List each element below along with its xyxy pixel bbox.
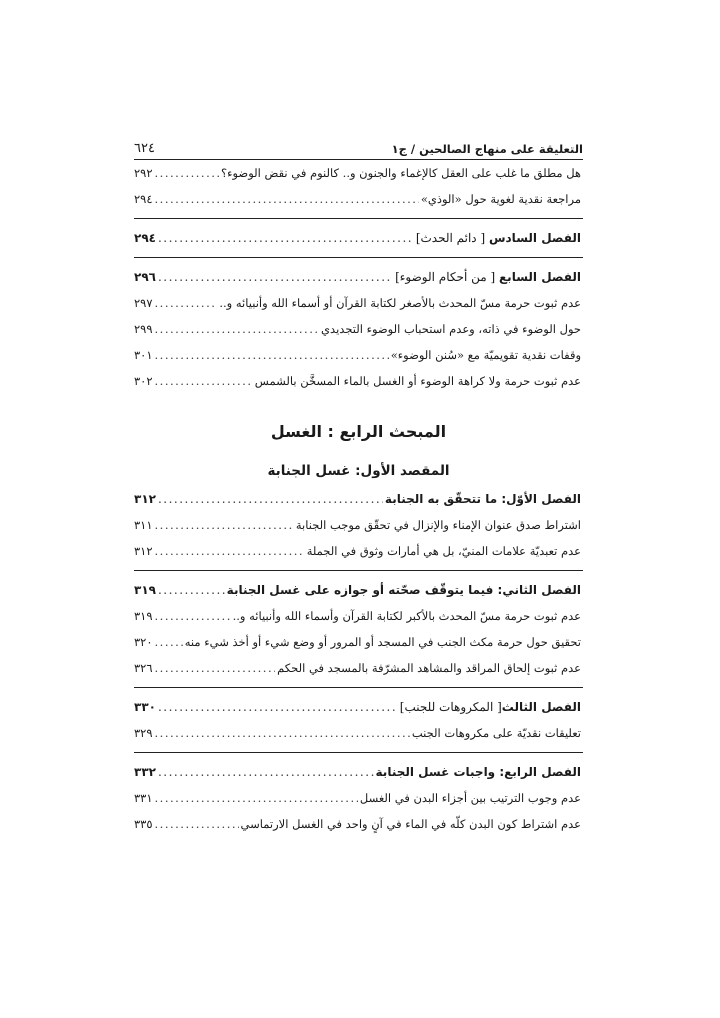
toc-chapter: الفصل الثاني: فيما يتوقّف صحّته أو جوازه على غسل الجنابة ..... ٣١٩ (134, 577, 583, 603)
toc-entry: عدم اشتراط كون البدن كلّه في الماء في آنٍ واحد في الغسل الارتماسي ..... ٣٣٥ (134, 811, 583, 837)
toc-entry: حول الوضوء في ذاته، وعدم استحباب الوضوء التجديدي ..... ٢٩٩ (134, 316, 583, 342)
toc-entry: تعليقات نقديّة على مكروهات الجنب ..... ٣٢٩ (134, 720, 583, 746)
toc-chapter: الفصل السابع [ من أحكام الوضوء] ..... ٢٩٦ (134, 264, 583, 290)
toc-entry: وقفات نقدية تقويميّة مع «سُنن الوضوء» ..... ٣٠١ (134, 342, 583, 368)
toc-entry: عدم ثبوت حرمة ولا كراهة الوضوء أو الغسل بالماء المسخَّن بالشمس ..... ٣٠٢ (134, 368, 583, 394)
toc-page (134, 128, 583, 837)
toc-entry: عدم ثبوت إلحاق المراقد والمشاهد المشرّفة بالمسجد في الحكم ..... ٣٢٦ (134, 655, 583, 681)
toc-chapter: الفصل الثالث[ المكروهات للجنب] ..... ٣٣٠ (134, 694, 583, 720)
toc-chapter: الفصل السادس [ دائم الحدث] ..... ٢٩٤ (134, 225, 583, 251)
toc-entry: عدم وجوب الترتيب بين أجزاء البدن في الغسل ..... ٣٣١ (134, 785, 583, 811)
chapter-label: الفصل الثاني: فيما يتوقّف صحّته أو جوازه على غسل الجنابة (226, 583, 581, 597)
toc-entry: تحقيق حول حرمة مكث الجنب في المسجد أو المرور أو وضع شيء أو أخذ شيء منه ..... ٣٢٠ (134, 629, 583, 655)
toc-entry: اشتراط صدق عنوان الإمناء والإنزال في تحقّق موجب الجنابة ..... ٣١١ (134, 512, 583, 538)
toc-entry: عدم ثبوت حرمة مسّ المحدث بالأكبر لكتابة القرآن وأسماء الله وأنبيائه و.. ..... ٣١٩ (134, 603, 583, 629)
toc-entry: مراجعة نقدية لغوية حول «الوذي» ..... ٢٩٤ (134, 186, 583, 212)
page-header (134, 128, 583, 160)
chapter-label: الفصل الرابع: واجبات غسل الجنابة (375, 765, 581, 779)
toc-chapter: الفصل الرابع: واجبات غسل الجنابة ..... ٣٣٢ (134, 759, 583, 785)
chapter-label: الفصل السابع (498, 270, 581, 284)
chapter-label: الفصل السادس (488, 231, 581, 245)
page-number: ٦٢٤ (134, 141, 155, 156)
section-heading: المبحث الرابع : الغسل (270, 422, 447, 441)
toc-chapter: الفصل الأوّل: ما تتحقّق به الجنابة ..... ٣١٢ (134, 486, 583, 512)
chapter-label: الفصل الثالث (501, 700, 581, 714)
subsection-heading: المقصد الأول: غسل الجنابة (267, 463, 450, 479)
running-title: التعليقة على منهاج الصالحين / ج١ (391, 142, 583, 156)
toc-entry: هل مطلق ما غلب على العقل كالإغماء والجنون و.. كالنوم في نقض الوضوء؟ ..... ٢٩٢ (134, 160, 583, 186)
toc-entry: عدم تعبديّة علامات المنيّ، بل هي أمارات وثوق في الجملة ..... ٣١٢ (134, 538, 583, 564)
toc-entry: عدم ثبوت حرمة مسّ المحدث بالأصغر لكتابة القرآن أو أسماء الله وأنبيائه و.. ..... ٢٩٧ (134, 290, 583, 316)
chapter-label: الفصل الأوّل: ما تتحقّق به الجنابة (384, 492, 581, 506)
